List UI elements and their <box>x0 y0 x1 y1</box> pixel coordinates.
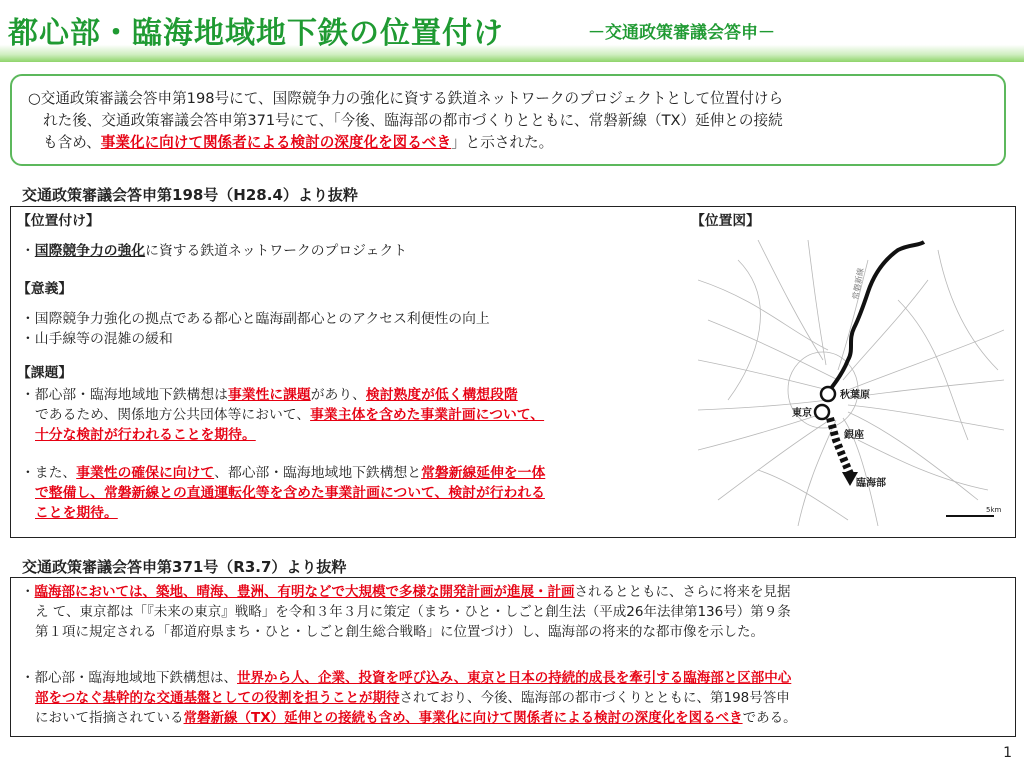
p2-line-1: ・都心部・臨海地域地下鉄構想は、世界から人、企業、投資を呼び込み、東京と日本の持続的成長を牽引する臨海部と区部中心 <box>21 670 792 686</box>
rinkaibu-label: 臨海部 <box>856 478 886 489</box>
position-bullet: ・国際競争力の強化に資する鉄道ネットワークのプロジェクト <box>21 243 408 259</box>
p1-line-3: 第１項に規定される「都道府県まち・ひと・しごと創生総合戦略」に位置づけ）し、臨海部の将来的な都市像を示した。 <box>35 624 764 640</box>
position-label: 【位置付け】 <box>17 213 100 229</box>
summary-line-3-post: 」と示された。 <box>451 134 554 151</box>
section-198-heading: 交通政策審議会答申第198号（H28.4）より抜粋 <box>22 186 358 204</box>
akihabara-label: 秋葉原 <box>840 390 870 401</box>
tokyo-station <box>815 405 829 419</box>
tokyo-label: 東京 <box>792 408 812 419</box>
scale-label: 5km <box>986 506 1002 514</box>
p2-line-3: において指摘されている常磐新線（TX）延伸との接続も含め、事業化に向けて関係者による検討の深度化を図るべきである。 <box>35 710 797 726</box>
joban-line-label: 常磐新線 <box>851 267 866 301</box>
section-371-heading: 交通政策審議会答申第371号（R3.7）より抜粋 <box>22 558 347 576</box>
issues-label: 【課題】 <box>17 365 73 381</box>
p2-line-2: 部をつなぐ基幹的な交通基盤としての役割を担うことが期待されており、今後、臨海部の都市づくりとともに、第198号答申 <box>35 690 790 706</box>
issue-2-line-2: で整備し、常磐新線との直通運転化等を含めた事業計画について、検討が行われる <box>35 485 545 501</box>
significance-item-1: ・国際競争力強化の拠点である都心と臨海副都心とのアクセス利便性の向上 <box>21 311 490 327</box>
summary-line-3-pre: も含め、 <box>43 134 101 151</box>
ginza-label: 銀座 <box>844 430 864 441</box>
title-bar <box>0 0 1024 62</box>
significance-item-2: ・山手線等の混雑の緩和 <box>21 331 173 347</box>
page-number: 1 <box>1003 745 1012 761</box>
p1-line-2: え て、東京都は「『未来の東京』戦略」を令和３年３月に策定（まち・ひと・しごと創生法（平成26年法律第136号）第９条 <box>35 604 791 620</box>
issue-2-line-1: ・また、事業性の確保に向けて、都心部・臨海地域地下鉄構想と常磐新線延伸を一体 <box>21 465 546 481</box>
akihabara-station <box>821 387 835 401</box>
summary-emphasis: 事業化に向けて関係者による検討の深度化を図るべき <box>100 134 452 151</box>
issue-1-line-2: であるため、関係地方公共団体等において、事業主体を含めた事業計画について、 <box>35 407 545 423</box>
issue-2-line-3: ことを期待。 <box>35 505 118 521</box>
page-subtitle: －交通政策審議会答申－ <box>588 23 775 43</box>
issue-1-line-3: 十分な検討が行われることを期待。 <box>35 427 256 443</box>
page-title: 都心部・臨海地域地下鉄の位置付け <box>8 16 504 51</box>
summary-box <box>10 74 1006 166</box>
section-371-box <box>10 577 1016 737</box>
summary-text <box>28 88 994 154</box>
significance-label: 【意義】 <box>17 281 73 297</box>
location-map <box>698 240 1004 526</box>
summary-line-2: れた後、交通政策審議会答申第371号にて、「今後、臨海部の都市づくりとともに、常磐新線（TX）延伸との接続 <box>43 112 783 129</box>
p1-line-1: ・臨海部においては、築地、晴海、豊洲、有明などで大規模で多様な開発計画が進展・計画されるとともに、さらに将来を見据 <box>21 584 791 600</box>
map-label: 【位置図】 <box>691 213 760 229</box>
summary-line-1: ○交通政策審議会答申第198号にて、国際競争力の強化に資する鉄道ネットワークのプロジェクトとして位置付けら <box>28 90 784 107</box>
issue-1-line-1: ・都心部・臨海地域地下鉄構想は事業性に課題があり、検討熟度が低く構想段階 <box>21 387 518 403</box>
